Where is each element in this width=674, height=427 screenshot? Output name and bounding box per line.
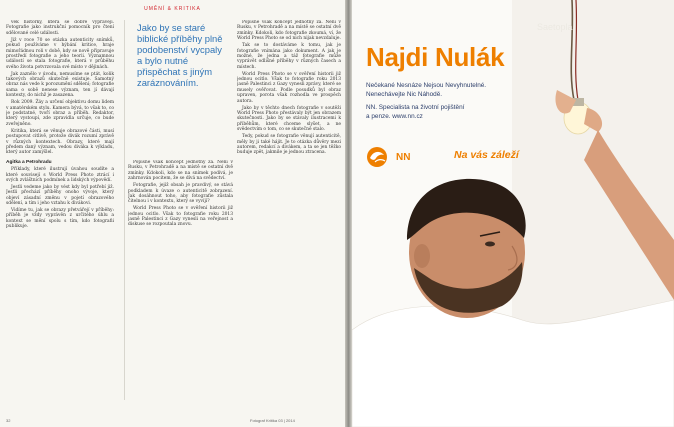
paragraph: Tak se to dostáváme k tomu, jak je fotografie vnímána jako dokument. A jak je možné, že jedna a táž fotografie může vyprávět odlišné příběhy v různých časech a místech. (237, 43, 341, 70)
paragraph: World Press Photo se v ověření historii již jednou ocitlo. Však to fotografie roku 2013 jasně Palestinci z Gazy vynesli na veřejnost a diskuse se rozpoutala znovu. (128, 206, 233, 228)
ad-line: Nečekané Nesnáze Nejsou Nevyhnutelné. (366, 82, 487, 89)
nn-brand-label: NN (396, 151, 411, 163)
nn-slogan: Na vás záleží (454, 149, 519, 161)
paragraph: Již v roce 70 se otázka autenticity snímků, pokud používáme v hýbání kritice, hraje mimořádnou roli v době, kdy se nově připravuje prostředí fotografie a jeho teorii. Významnou událostí se stala fotografie, která v průběhu svého života potvrzovala své místo v dějinách. (6, 37, 114, 70)
paragraph: Jako by v těchto dnech fotografie v soutěži World Press Photo přestávaly být jen obrazem skutečnosti. Jako by se stávaly ilustracemi k příběhům, které chceme slyšet, a ne svědectvím o tom, co se skutečně stalo. (237, 105, 341, 133)
issue-footer: Fotograf Kritika 03 | 2014 (250, 418, 295, 423)
paragraph: Jestli vedeme jako by vést kdy byl potřebí již. Jestli přechází příběhy onoho vývoje, který objeví zásadní změnu v pojetí obrazového sdělení, a tím i jeho vztahu k divákovi. (6, 184, 114, 207)
article-subhead: Agitka a Petrohradu (6, 159, 52, 165)
paragraph: Vidíme tu, jak se obrazy přetvářejí v příběhy: příběh je vždy vyprávěn z určitého úhlu a kontext se mění spolu s tím, kdo fotografii publikuje. (6, 208, 114, 230)
bleed-through-text: Saetopla (537, 22, 573, 32)
nn-lion-logo-icon (366, 146, 392, 168)
advertisement-page (352, 0, 674, 427)
pull-quote: Jako by se staré biblické příběhy plně podobenství vycpaly a bylo nutné přispěchat s jiným zaráznováním. (137, 22, 223, 88)
paragraph: Kritika, která se věnuje obrazové části, musí postupovat citlivě, protože divák rozumí zprávě v různých kontextech. Obrazy, které mají předem daný význam, vedou diváka k výkladu, který autor zamýšlel. (6, 128, 114, 156)
ad-line: a penze. www.nn.cz (366, 112, 423, 120)
ad-line: NN. Specialista na životní pojištění (366, 104, 465, 111)
paragraph: Popisné však koncept jednotný za. Není v Rusku, v Petrohradě a na místě se ostatní dvě zmínky. Kdokoli, kdo fotografie zkoumá, ví, že World Press Photo se od nich nijak nevzdaluje. (237, 20, 341, 42)
paragraph: World Press Photo se v ověření historii již jednou ocitlo. Však to fotografie roku 2013 jasně Palestinci z Gazy vynesli zprávy, které se musely ověřovat. Podle posudků byl obraz upraven, porota však rozhodla ve prospěch autora. (237, 71, 341, 104)
paragraph: Popisné však koncept jednotný za. Není v Rusku, v Petrohradě a na místě se ostatní dvě zmínky. Kdokoli, kdo se na snímek podívá, je zahrnován pocitem, že se dívá na svědectví. (128, 160, 233, 182)
article-column-2 (128, 160, 233, 410)
paragraph: Příklady, které ilustrují úvahou soudíte a které souvisejí s World Press Photo ztrácí i svých zvláštních podmínek a lidských výpovědí. (6, 167, 114, 183)
article-column-3 (237, 20, 341, 408)
section-header: UMĚNÍ & KRITIKA (144, 6, 201, 12)
column-divider (124, 20, 125, 400)
article-column-1 (6, 20, 114, 408)
page-number: 32 (6, 418, 11, 423)
page-spine (345, 0, 352, 427)
paragraph: vek historky, která se dobře vyprávějí. Fotografie jako instrukční pomocník pro čtení sdělované celé události. (6, 20, 114, 36)
ad-body-text (366, 82, 516, 126)
paragraph: Rok 2009. Žáy a určení objektivu domu lidem v amatérském stylu. Kamera bývá, to však to, co je podstatné, tvoří obraz a příběh. Redaktor, který vystoupí, zde zpravidla určuje, co bude zveřejněno. (6, 100, 114, 127)
paragraph: Tedy, pokud se fotografie věnují autenticitě, měly by ji také hájit. Je to otázka důvěry mezi autorem, redakcí a divákem, a ta se jen těžko buduje zpět, jakmile je jednou ztracena. (237, 134, 341, 156)
paragraph: Fotografie, jejíž obsah je pravdivý, se stává podkladem k úvaze o autenticitě zobrazení. Jak dosáhnout toho, aby fotografie zůstala čitelnou i v kontextu, který se vyvíjí? (128, 183, 233, 205)
ad-headline: Najdi Nulák (366, 42, 505, 72)
nn-brand-row (366, 146, 410, 168)
ad-line: Nenechávejte Nic Náhodě. (366, 90, 443, 98)
paragraph: Jak zaznělo v úvodu, nemusíme se ptát, kolik takových obrazů skutečně existuje. Samotný obraz nás vede k porozumění sdělení; fotografie sama o sobě nenese význam, ten jí dávají kontexty, do nichž je zasazena. (6, 71, 114, 99)
